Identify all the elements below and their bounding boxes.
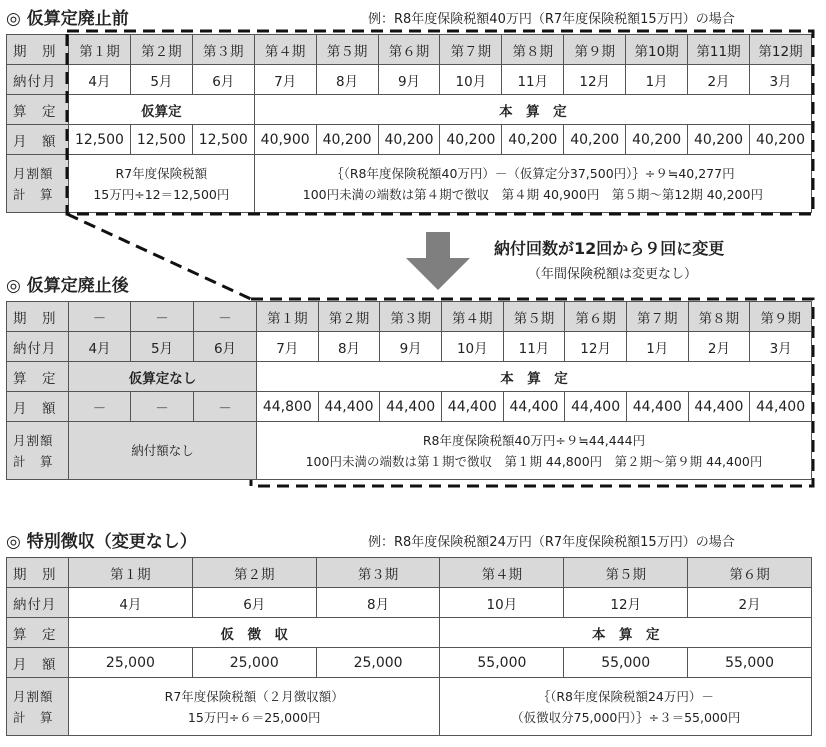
- amount-cell: 40,200: [564, 125, 626, 155]
- amount-cell: 55,000: [440, 648, 564, 678]
- amount-cell: 40,200: [502, 125, 564, 155]
- amount-cell: 44,400: [318, 392, 380, 422]
- section3-title: ◎ 特別徴収（変更なし）: [6, 532, 197, 552]
- month-cell: 7月: [254, 65, 316, 95]
- row-label-period: 期 別: [7, 558, 69, 588]
- formula-left-cell: 納付額なし: [69, 422, 257, 480]
- month-cell: 8月: [318, 332, 380, 362]
- calc-main-cell: 本 算 定: [440, 618, 812, 648]
- formula-right-line2: 100円未満の端数は第１期で徴収 第１期 44,800円 第２期～第９期 44,400円: [305, 453, 763, 469]
- amount-cell: 12,500: [192, 125, 254, 155]
- month-cell: 6月: [192, 65, 254, 95]
- formula-label-line2: 計 算: [13, 186, 54, 202]
- period-header-cell: 第２期: [130, 35, 192, 65]
- row-label-period: 期 別: [7, 302, 69, 332]
- formula-right-line2: （仮徴収分75,000円）｝÷３＝55,000円: [511, 709, 741, 725]
- amount-dash-cell: －: [194, 392, 257, 422]
- calc-main-cell: 本 算 定: [257, 362, 812, 392]
- formula-right-line1: ｛（R8年度保険税額24万円）－: [537, 688, 714, 704]
- period-header-cell: 第６期: [565, 302, 627, 332]
- formula-label-line1: 月割額: [13, 432, 54, 448]
- period-header-cell: 第５期: [564, 558, 688, 588]
- row-label-amount: 月 額: [7, 392, 69, 422]
- amount-cell: 55,000: [688, 648, 812, 678]
- month-cell: 2月: [688, 332, 750, 362]
- section2-title: ◎ 仮算定廃止後: [6, 276, 129, 296]
- formula-left-line2: 15万円÷12＝12,500円: [93, 186, 230, 202]
- period-header-cell: 第11期: [688, 35, 750, 65]
- period-header-cell: 第３期: [192, 35, 254, 65]
- period-dash-cell: －: [131, 302, 194, 332]
- period-header-cell: 第６期: [378, 35, 440, 65]
- row-label-period: 期 別: [7, 35, 69, 65]
- month-cell: 11月: [502, 65, 564, 95]
- month-cell: 10月: [441, 332, 503, 362]
- amount-cell: 44,400: [503, 392, 565, 422]
- month-cell: 3月: [750, 332, 812, 362]
- month-cell: 1月: [626, 332, 688, 362]
- period-header-cell: 第９期: [564, 35, 626, 65]
- formula-label-line2: 計 算: [13, 453, 54, 469]
- month-cell: 12月: [565, 332, 627, 362]
- period-header-cell: 第12期: [749, 35, 811, 65]
- period-header-cell: 第５期: [316, 35, 378, 65]
- month-cell: 9月: [380, 332, 442, 362]
- month-cell: 4月: [69, 65, 131, 95]
- month-cell: 2月: [688, 65, 750, 95]
- amount-cell: 44,400: [626, 392, 688, 422]
- period-header-cell: 第１期: [69, 558, 193, 588]
- row-label-month: 納付月: [7, 65, 69, 95]
- period-dash-cell: －: [194, 302, 257, 332]
- section2-table: [6, 301, 812, 480]
- formula-label-line2: 計 算: [13, 709, 54, 725]
- month-cell: 10月: [440, 65, 502, 95]
- down-arrow-icon: [406, 232, 470, 292]
- formula-left-cell: [69, 678, 440, 736]
- row-label-calc: 算 定: [7, 362, 69, 392]
- month-cell: 1月: [626, 65, 688, 95]
- month-cell: 8月: [316, 65, 378, 95]
- formula-right-line1: ｛（R8年度保険税額40万円）－（仮算定分37,500円）｝÷９≒40,277円: [331, 165, 735, 181]
- amount-cell: 40,200: [688, 125, 750, 155]
- row-label-month: 納付月: [7, 588, 69, 618]
- section1-title: ◎ 仮算定廃止前: [6, 9, 129, 29]
- amount-dash-cell: －: [131, 392, 194, 422]
- period-header-cell: 第２期: [192, 558, 316, 588]
- row-label-amount: 月 額: [7, 648, 69, 678]
- month-cell: 5月: [131, 332, 194, 362]
- amount-cell: 40,200: [749, 125, 811, 155]
- period-header-cell: 第４期: [441, 302, 503, 332]
- calc-provisional-cell: 仮算定: [69, 95, 255, 125]
- row-label-month: 納付月: [7, 332, 69, 362]
- amount-cell: 44,400: [688, 392, 750, 422]
- period-header-cell: 第４期: [440, 558, 564, 588]
- amount-dash-cell: －: [69, 392, 131, 422]
- formula-left-line1: R7年度保険税額: [115, 165, 208, 181]
- formula-right-cell: [440, 678, 812, 736]
- amount-cell: 40,200: [440, 125, 502, 155]
- row-label-calc: 算 定: [7, 95, 69, 125]
- amount-cell: 12,500: [130, 125, 192, 155]
- amount-cell: 44,400: [380, 392, 442, 422]
- formula-right-cell: [257, 422, 812, 480]
- period-dash-cell: －: [69, 302, 131, 332]
- amount-cell: 25,000: [316, 648, 440, 678]
- amount-cell: 44,400: [441, 392, 503, 422]
- amount-cell: 40,200: [626, 125, 688, 155]
- month-cell: 2月: [688, 588, 812, 618]
- period-header-cell: 第１期: [69, 35, 131, 65]
- amount-cell: 25,000: [69, 648, 193, 678]
- row-label-formula: [7, 422, 69, 480]
- month-cell: 8月: [316, 588, 440, 618]
- formula-right-line2: 100円未満の端数は第４期で徴収 第４期 40,900円 第５期～第12期 40,200円: [302, 186, 763, 202]
- row-label-formula: [7, 678, 69, 736]
- month-cell: 9月: [378, 65, 440, 95]
- change-submessage: （年間保険税額は変更なし）: [528, 267, 698, 282]
- period-header-cell: 第５期: [503, 302, 565, 332]
- formula-right-line1: R8年度保険税額40万円÷９≒44,444円: [422, 432, 646, 448]
- calc-provisional-cell: 仮算定なし: [69, 362, 257, 392]
- section3-example-note: 例：R8年度保険税額24万円（R7年度保険税額15万円）の場合: [368, 535, 735, 550]
- formula-left-line2: 15万円÷６＝25,000円: [187, 709, 321, 725]
- calc-main-cell: 本 算 定: [254, 95, 811, 125]
- section3-table: [6, 557, 812, 736]
- month-cell: 6月: [194, 332, 257, 362]
- row-label-amount: 月 額: [7, 125, 69, 155]
- month-cell: 4月: [69, 588, 193, 618]
- month-cell: 3月: [749, 65, 811, 95]
- month-cell: 5月: [130, 65, 192, 95]
- amount-cell: 25,000: [192, 648, 316, 678]
- period-header-cell: 第９期: [750, 302, 812, 332]
- period-header-cell: 第７期: [440, 35, 502, 65]
- period-header-cell: 第８期: [502, 35, 564, 65]
- amount-cell: 55,000: [564, 648, 688, 678]
- month-cell: 10月: [440, 588, 564, 618]
- month-cell: 12月: [564, 65, 626, 95]
- month-cell: 6月: [192, 588, 316, 618]
- month-cell: 4月: [69, 332, 131, 362]
- month-cell: 12月: [564, 588, 688, 618]
- amount-cell: 44,400: [565, 392, 627, 422]
- formula-label-line1: 月割額: [13, 688, 54, 704]
- period-header-cell: 第７期: [626, 302, 688, 332]
- period-header-cell: 第３期: [316, 558, 440, 588]
- period-header-cell: 第１期: [257, 302, 319, 332]
- row-label-calc: 算 定: [7, 618, 69, 648]
- period-header-cell: 第10期: [626, 35, 688, 65]
- period-header-cell: 第４期: [254, 35, 316, 65]
- amount-cell: 44,400: [750, 392, 812, 422]
- formula-label-line1: 月割額: [13, 165, 54, 181]
- period-header-cell: 第６期: [688, 558, 812, 588]
- amount-cell: 40,900: [254, 125, 316, 155]
- amount-cell: 44,800: [257, 392, 319, 422]
- month-cell: 7月: [257, 332, 319, 362]
- period-header-cell: 第８期: [688, 302, 750, 332]
- change-message: 納付回数が12回から９回に変更: [494, 239, 725, 258]
- amount-cell: 40,200: [378, 125, 440, 155]
- amount-cell: 40,200: [316, 125, 378, 155]
- formula-left-line1: R7年度保険税額（２月徴収額）: [164, 688, 344, 704]
- period-header-cell: 第３期: [380, 302, 442, 332]
- month-cell: 11月: [503, 332, 565, 362]
- calc-provisional-cell: 仮 徴 収: [69, 618, 440, 648]
- amount-cell: 12,500: [69, 125, 131, 155]
- period-header-cell: 第２期: [318, 302, 380, 332]
- section1-example-note: 例：R8年度保険税額40万円（R7年度保険税額15万円）の場合: [368, 12, 735, 27]
